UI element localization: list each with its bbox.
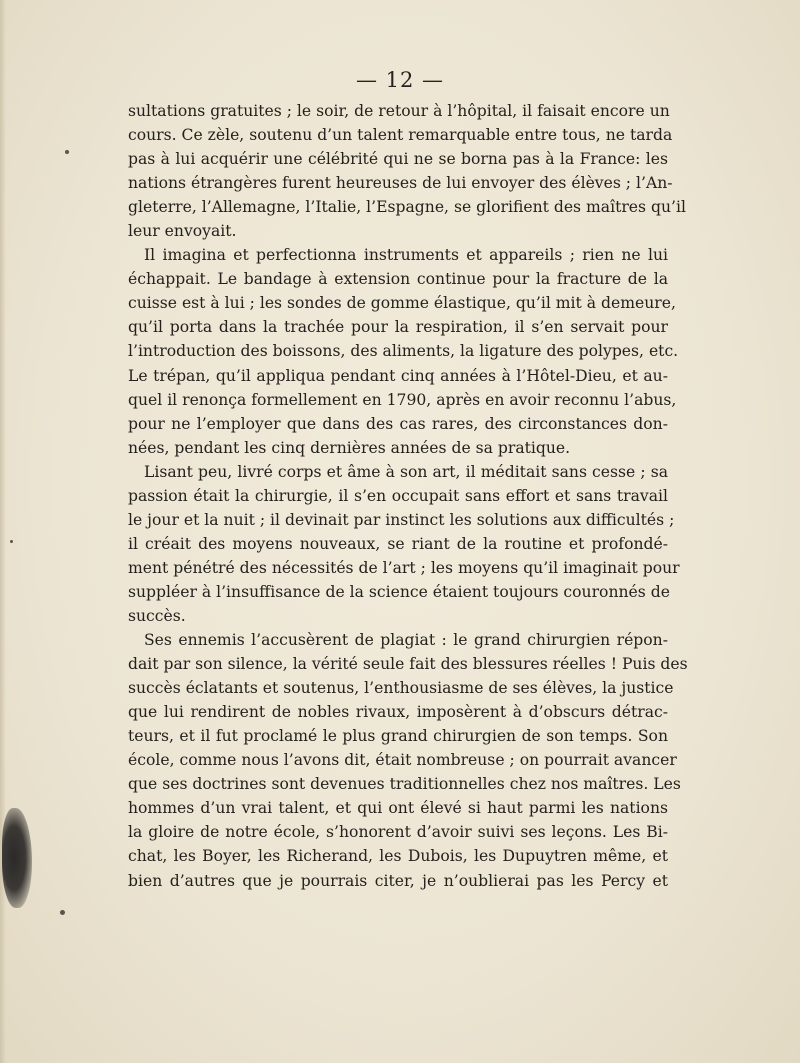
text-line: quel il renonça formellement en 1790, après en avoir reconnu l’abus, xyxy=(128,390,677,409)
text-line: école, comme nous l’avons dit, était nombreuse ; on pourrait avancer xyxy=(128,751,677,770)
text-line: nées, pendant les cinq dernières années de sa pratique. xyxy=(128,438,571,457)
text-line: cuisse est à lui ; les sondes de gomme élastique, qu’il mit à demeure, xyxy=(128,294,676,313)
text-line: Lisant peu, livré corps et âme à son art, il méditait sans cesse ; sa xyxy=(144,462,668,481)
text-line: échappait. Le bandage à extension continue pour la fracture de la xyxy=(128,270,668,289)
text-line: succès. xyxy=(128,606,186,625)
text-line: chat, les Boyer, les Richerand, les Dubois, les Dupuytren même, et xyxy=(128,847,668,866)
page-number: — 12 — xyxy=(355,68,445,92)
text-line: succès éclatants et soutenus, l’enthousiasme de ses élèves, la justice xyxy=(128,679,674,698)
text-line: ment pénétré des nécessités de l’art ; les moyens qu’il imaginait pour xyxy=(128,558,680,577)
text-line: sultations gratuites ; le soir, de retour à l’hôpital, il faisait encore un xyxy=(128,102,670,120)
text-line: Le trépan, qu’il appliqua pendant cinq années à l’Hôtel-Dieu, et au- xyxy=(128,366,668,385)
text-line: gleterre, l’Allemagne, l’Italie, l’Espagne, se glorifient des maîtres qu’il xyxy=(128,198,686,217)
page-edge-shadow xyxy=(0,0,6,1063)
text-line: il créait des moyens nouveaux, se riant de la routine et profondé- xyxy=(128,534,668,553)
text-line: pas à lui acquérir une célébrité qui ne se borna pas à la France: les xyxy=(128,150,668,169)
text-line: Ses ennemis l’accusèrent de plagiat : le grand chirurgien répon- xyxy=(144,631,668,650)
paper-speck xyxy=(10,540,13,543)
text-line: dait par son silence, la vérité seule fait des blessures réelles ! Puis des xyxy=(128,655,688,674)
text-line: Il imagina et perfectionna instruments et appareils ; rien ne lui xyxy=(144,246,668,265)
body-text xyxy=(128,99,688,893)
paper-speck xyxy=(65,150,69,154)
text-line: que lui rendirent de nobles rivaux, imposèrent à d’obscurs détrac- xyxy=(128,703,668,722)
text-line: que ses doctrines sont devenues traditionnelles chez nos maîtres. Les xyxy=(128,775,681,794)
text-line: bien d’autres que je pourrais citer, je n’oublierai pas les Percy et xyxy=(128,871,668,890)
text-line: qu’il porta dans la trachée pour la respiration, il s’en servait pour xyxy=(128,318,668,337)
text-line: le jour et la nuit ; il devinait par instinct les solutions aux difficultés ; xyxy=(128,510,675,529)
paper-speck xyxy=(60,910,65,915)
text-line: cours. Ce zèle, soutenu d’un talent remarquable entre tous, ne tarda xyxy=(128,126,673,145)
text-line: hommes d’un vrai talent, et qui ont élevé si haut parmi les nations xyxy=(128,799,668,818)
text-line: l’introduction des boissons, des aliments, la ligature des polypes, etc. xyxy=(128,342,679,361)
text-line: suppléer à l’insuffisance de la science étaient toujours couronnés de xyxy=(128,582,670,601)
text-line: nations étrangères furent heureuses de lui envoyer des élèves ; l’An- xyxy=(128,174,673,193)
text-line: la gloire de notre école, s’honorent d’avoir suivi ses leçons. Les Bi- xyxy=(128,823,668,842)
text-line: passion était la chirurgie, il s’en occupait sans effort et sans travail xyxy=(128,486,668,505)
ink-stain xyxy=(2,808,32,908)
text-line: leur envoyait. xyxy=(128,222,237,241)
text-line: pour ne l’employer que dans des cas rares, des circonstances don- xyxy=(128,414,668,433)
text-line: teurs, et il fut proclamé le plus grand chirurgien de son temps. Son xyxy=(128,727,668,746)
